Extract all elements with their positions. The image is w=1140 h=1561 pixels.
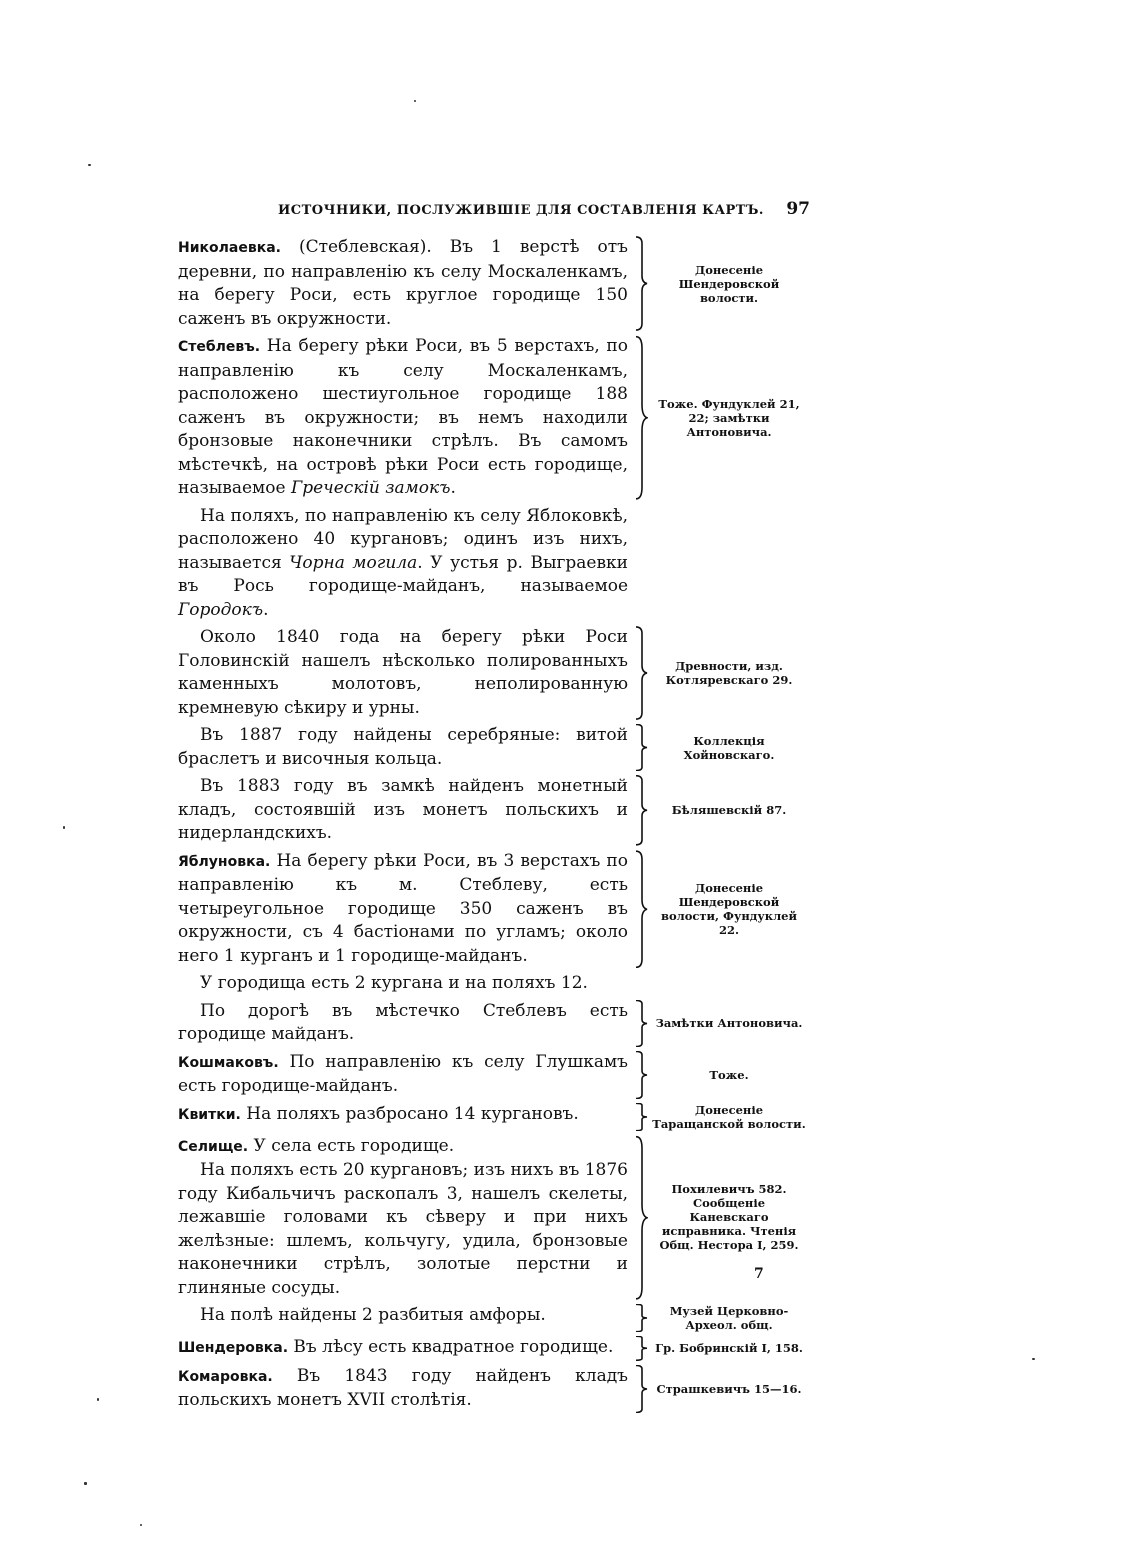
scan-speck: [88, 164, 91, 166]
entry-text: [178, 626, 628, 720]
entry-text: [178, 1135, 628, 1301]
entry-paragraph: [178, 626, 628, 720]
entry-row: [178, 1000, 810, 1047]
paragraph-text: Въ лѣсу есть квадратное городище.: [288, 1337, 614, 1357]
entry-paragraph: [178, 850, 628, 969]
brace-icon: [634, 1304, 648, 1332]
place-name: Квитки.: [178, 1106, 241, 1123]
entry-text: [178, 1000, 628, 1047]
brace-icon: [634, 1135, 648, 1301]
scan-speck: [1032, 1358, 1035, 1360]
entry-paragraph: [178, 1103, 628, 1128]
source-reference: Коллекція Хойновскаго.: [683, 733, 775, 762]
entry-row: [178, 335, 810, 501]
paragraph-text: . У устья р. Выграевки въ Рось городище-майданъ, называемое: [178, 552, 628, 596]
brace-icon: [634, 1051, 648, 1099]
source-reference: Похилевичъ 582. Сообщеніе Каневскаго исправника. Чтенія Общ. Нестора I, 259.: [659, 1182, 799, 1253]
brace-icon: [634, 1336, 648, 1361]
paragraph-text: Около 1840 года на берегу рѣки Роси Головинскій нашелъ нѣсколько полированныхъ каменныхъ молотовъ, неполированную кремневую сѣкиру и урны.: [178, 627, 628, 718]
entry-text: [178, 1365, 628, 1413]
entry-text: [178, 335, 628, 501]
brace: [634, 1135, 648, 1301]
scan-speck: [63, 826, 65, 829]
entry-row: [178, 1336, 810, 1361]
brace-icon: [634, 626, 648, 720]
source-reference: Древности, изд. Котляревскаго 29.: [665, 659, 793, 687]
brace-icon: [634, 724, 648, 771]
source-reference: Музей Церковно-Археол. общ.: [669, 1304, 789, 1332]
entry-row: [178, 1304, 810, 1332]
place-name: Яблуновка.: [178, 853, 271, 870]
entry-paragraph: [178, 1135, 628, 1160]
source-reference: Донесеніе Таращанской волости.: [652, 1102, 806, 1131]
entry-paragraph: [178, 724, 628, 771]
scan-speck: [414, 100, 416, 102]
entry-text: [178, 1304, 628, 1332]
entry-text: [178, 1336, 628, 1361]
source-reference: Гр. Бобринскій I, 158.: [655, 1341, 803, 1356]
italic-name: Городокъ: [178, 599, 264, 620]
brace-icon: [634, 850, 648, 969]
paragraph-text: На берегу рѣки Роси, въ 3 верстахъ по направленію къ м. Стеблеву, есть четыреугольное городище 350 саженъ въ окружности, съ 4 бастіонами по угламъ; около него 1 курганъ и 1 городище-майданъ.: [178, 850, 628, 966]
source-reference: Бѣляшевскій 87.: [671, 803, 787, 818]
entry-text: [178, 1051, 628, 1099]
scan-speck: [140, 1524, 142, 1526]
brace-icon: [634, 236, 648, 331]
entry-row: [178, 1051, 810, 1099]
brace: [634, 972, 648, 996]
entry-paragraph: [178, 335, 628, 501]
paragraph-text: Въ 1883 году въ замкѣ найденъ монетный кладъ, состоявшій изъ монетъ польскихъ и нидерландскихъ.: [178, 776, 628, 843]
paragraph-text: .: [450, 478, 456, 498]
paragraph-text: По направленію къ селу Глушкамъ есть городище-майданъ.: [178, 1051, 628, 1096]
entry-paragraph: [178, 1304, 628, 1328]
source-reference: Донесеніе Шендеровской волости.: [678, 262, 780, 305]
entry-text: [178, 775, 628, 846]
entry-row: [178, 775, 810, 846]
place-name: Комаровка.: [178, 1368, 273, 1385]
entry-paragraph: [178, 505, 628, 623]
brace: [634, 724, 648, 771]
paragraph-text: На поляхъ есть 20 кургановъ; изъ нихъ въ 1876 году Кибальчичъ раскопалъ 3, нашелъ скелеты, лежавшіе головами къ сѣверу и при нихъ желѣзные: шлемъ, кольчугу, удила, бронзовые наконечники стрѣлъ, золотые перстни и глиняные сосуды.: [178, 1160, 628, 1298]
paragraph-text: У городища есть 2 кургана и на поляхъ 12.: [200, 973, 588, 993]
entry-text: [178, 850, 628, 969]
place-name: Стеблевъ.: [178, 339, 261, 355]
entry-row: [178, 505, 810, 623]
entry-text: [178, 236, 628, 331]
page-number: 97: [786, 199, 810, 219]
paragraph-text: Въ 1887 году найдены серебряные: витой браслетъ и височныя кольца.: [178, 725, 628, 769]
brace: [634, 1103, 648, 1131]
place-name: Кошмаковъ.: [178, 1054, 279, 1071]
running-title: ИСТОЧНИКИ, ПОСЛУЖИВШІЕ ДЛЯ СОСТАВЛЕНІЯ КАРТЪ.: [278, 203, 764, 218]
paragraph-text: На полѣ найдены 2 разбитыя амфоры.: [200, 1305, 546, 1325]
entry-text: [178, 972, 628, 996]
brace: [634, 335, 648, 501]
paragraph-text: .: [263, 599, 269, 620]
entry-paragraph: [178, 1336, 628, 1361]
entry-row: [178, 1365, 810, 1413]
entry-row: [178, 972, 810, 996]
entry-paragraph: [178, 236, 628, 331]
entry-text: [178, 724, 628, 771]
entry-row: [178, 236, 810, 331]
entry-row: [178, 626, 810, 720]
brace: [634, 775, 648, 846]
entry-paragraph: [178, 1000, 628, 1047]
brace-icon: [634, 1103, 648, 1131]
scan-speck: [97, 1398, 99, 1401]
entries-list: [178, 236, 810, 1417]
paragraph-text: У села есть городище.: [248, 1135, 455, 1156]
brace: [634, 1336, 648, 1361]
source-reference: Тоже. Фундуклей 21, 22; замѣтки Антоновича.: [658, 396, 800, 439]
paragraph-text: На берегу рѣки Роси, въ 5 верстахъ, по направленію къ селу Москаленкамъ, расположено шестиугольное городище 188 саженъ въ окружности; въ немъ находили бронзовые наконечники стрѣлъ. Въ самомъ мѣстечкѣ, на островѣ рѣки Роси есть городище, называемое: [178, 336, 628, 498]
entry-row: [178, 724, 810, 771]
entry-paragraph: [178, 1051, 628, 1099]
paragraph-text: По дорогѣ въ мѣстечко Стеблевъ есть городище майданъ.: [178, 1000, 628, 1044]
signature-mark: 7: [754, 1266, 764, 1282]
brace: [634, 1365, 648, 1413]
paragraph-text: (Стеблевская). Въ 1 верстѣ отъ деревни, по направленію къ селу Москаленкамъ, на берегу Роси, есть круглое городище 150 саженъ въ окружности.: [178, 237, 628, 329]
brace: [634, 1000, 648, 1047]
brace: [634, 236, 648, 331]
brace: [634, 626, 648, 720]
entry-paragraph: [178, 1159, 628, 1300]
brace-icon: [634, 1000, 648, 1047]
brace: [634, 505, 648, 623]
source-reference: [648, 972, 810, 996]
entry-text: [178, 505, 628, 623]
brace-icon: [634, 335, 648, 501]
brace: [634, 1304, 648, 1332]
place-name: Селище.: [178, 1138, 249, 1155]
brace-icon: [634, 1365, 648, 1413]
paragraph-text: На поляхъ, по направленію къ селу Яблоковкѣ, расположено 40 кургановъ; одинъ изъ нихъ, называется: [178, 505, 628, 573]
place-name: Николаевка.: [178, 240, 281, 256]
entry-text: [178, 1103, 628, 1131]
entry-row: [178, 850, 810, 969]
brace: [634, 1051, 648, 1099]
entry-row: [178, 1135, 810, 1301]
italic-name: Греческій замокъ: [290, 478, 451, 498]
italic-name: Чорна могила: [289, 552, 418, 573]
source-reference: Тоже.: [709, 1067, 749, 1082]
entry-paragraph: [178, 972, 628, 996]
scan-speck: [84, 1482, 87, 1485]
brace: [634, 850, 648, 969]
paragraph-text: Въ 1843 году найденъ кладъ польскихъ монетъ XVII столѣтія.: [178, 1365, 628, 1410]
brace-icon: [634, 775, 648, 846]
source-reference: [648, 505, 810, 623]
entry-paragraph: [178, 775, 628, 846]
paragraph-text: На поляхъ разбросано 14 кургановъ.: [240, 1103, 579, 1124]
source-reference: Замѣтки Антоновича.: [655, 1016, 803, 1030]
page-header: [178, 199, 810, 229]
place-name: Шендеровка.: [178, 1340, 289, 1356]
source-reference: Страшкевичъ 15—16.: [656, 1381, 802, 1396]
entry-row: [178, 1103, 810, 1131]
entry-paragraph: [178, 1365, 628, 1413]
source-reference: Донесеніе Шендеровской волости, Фундуклей 22.: [660, 880, 798, 937]
